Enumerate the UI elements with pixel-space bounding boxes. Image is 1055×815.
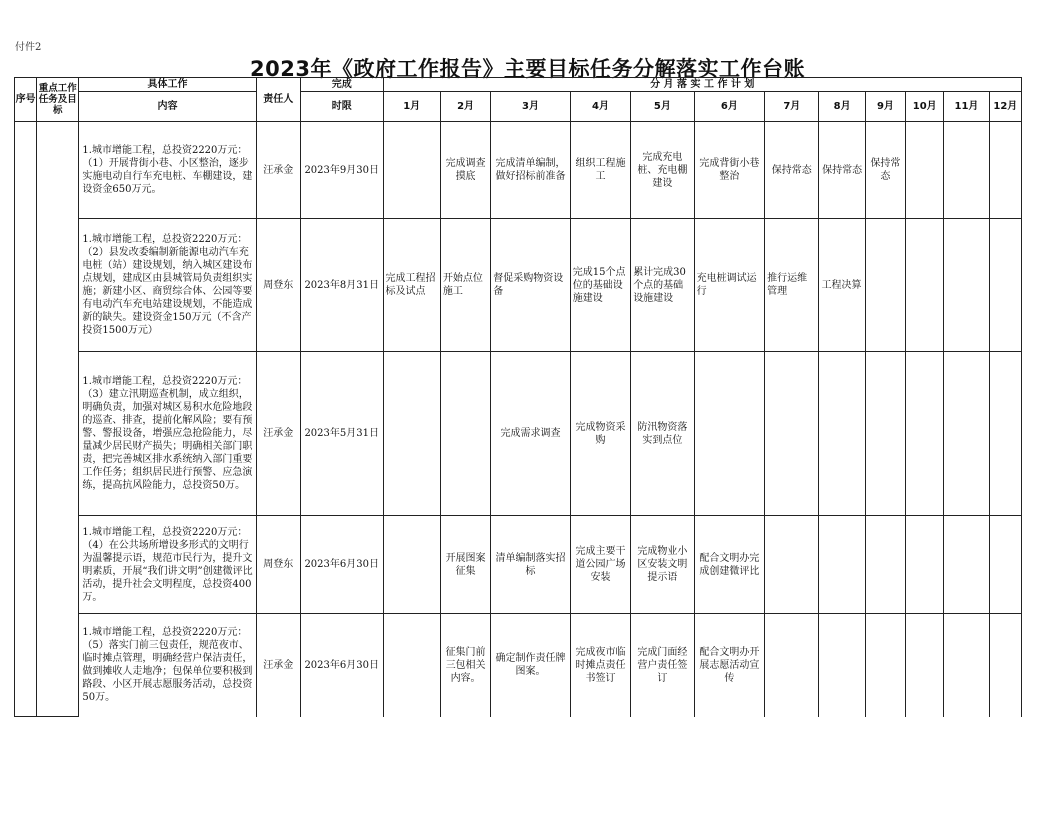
header-month-10: 10月 (906, 92, 944, 122)
month-cell: 督促采购物资设备 (491, 219, 571, 352)
month-cell (944, 122, 989, 219)
month-cell: 完成15个点位的基础设施建设 (570, 219, 630, 352)
month-cell (383, 614, 440, 717)
month-cell: 保持常态 (819, 122, 865, 219)
seq-cell (15, 122, 37, 717)
responsible-cell: 汪承金 (256, 352, 300, 516)
header-content: 内容 (79, 92, 256, 122)
month-cell (865, 516, 905, 614)
month-cell: 推行运维管理 (765, 219, 819, 352)
month-cell: 保持常态 (765, 122, 819, 219)
header-month-12: 12月 (989, 92, 1021, 122)
month-cell (906, 219, 944, 352)
header-month-6: 6月 (694, 92, 764, 122)
month-cell (865, 219, 905, 352)
month-cell: 完成主要干道公园广场安装 (570, 516, 630, 614)
header-month-9: 9月 (865, 92, 905, 122)
table-row (15, 122, 1022, 219)
header-month-4: 4月 (570, 92, 630, 122)
table-row (15, 219, 1022, 352)
header-key-task: 重点工作任务及目标 (37, 78, 79, 122)
header-seq: 序号 (15, 78, 37, 122)
month-cell: 充电桩调试运行 (694, 219, 764, 352)
deadline-cell: 2023年6月30日 (300, 614, 383, 717)
month-cell (765, 352, 819, 516)
month-cell (765, 516, 819, 614)
deadline-cell: 2023年5月31日 (300, 352, 383, 516)
header-specific-work: 具体工作 (79, 78, 256, 92)
content-cell: 1.城市增能工程，总投资2220万元：（2）县发改委编制新能源电动汽车充电桩（站）建设规划，纳入城区建设布点规划，建成区由县城管局负责组织实施；新建小区、商贸综合体、公园等要有电动汽车充电站建设规划，不能造成新的缺失。建设资金150万元（不含产投资1500万元） (79, 219, 256, 352)
month-cell: 完成夜市临时摊点责任书签订 (570, 614, 630, 717)
deadline-cell: 2023年8月31日 (300, 219, 383, 352)
month-cell: 开始点位施工 (440, 219, 490, 352)
month-cell (989, 352, 1021, 516)
month-cell (383, 516, 440, 614)
page-title: 2023年《政府工作报告》主要目标任务分解落实工作台账 (250, 57, 805, 81)
month-cell (906, 122, 944, 219)
month-cell: 工程决算 (819, 219, 865, 352)
responsible-cell: 汪承金 (256, 614, 300, 717)
attachment-label: 付件2 (15, 42, 42, 53)
month-cell: 完成物资采购 (570, 352, 630, 516)
header-monthly-plan: 分 月 落 实 工 作 计 划 (383, 78, 1022, 92)
month-cell (865, 352, 905, 516)
month-cell: 开展图案征集 (440, 516, 490, 614)
responsible-cell: 汪承金 (256, 122, 300, 219)
key-task-cell (37, 122, 79, 717)
month-cell (989, 219, 1021, 352)
content-cell: 1.城市增能工程，总投资2220万元：（5）落实门前三包责任，规范夜市、临时摊点管理，明确经营户保洁责任，做到摊收人走地净；包保单位要积极到路段、小区开展志愿服务活动，总投资50万。 (79, 614, 256, 717)
month-cell (944, 352, 989, 516)
month-cell (819, 516, 865, 614)
month-cell (906, 352, 944, 516)
month-cell (989, 516, 1021, 614)
month-cell (819, 614, 865, 717)
month-cell (944, 516, 989, 614)
month-cell (383, 352, 440, 516)
table-row (15, 516, 1022, 614)
table-row (15, 352, 1022, 516)
month-cell: 配合文明办完成创建微评比 (694, 516, 764, 614)
month-cell: 完成工程招标及试点 (383, 219, 440, 352)
content-cell: 1.城市增能工程，总投资2220万元：（3）建立汛期巡查机制，成立组织，明确负责，加强对城区易积水危险地段的巡查、排查，提前化解风险；要有预警、警报设备，增强应急抢险能力，尽量减少居民财产损失；明确相关部门职责，把完善城区排水系统纳入部门重要工作任务；组织居民进行预警、应急演练，提高抗风险能力，总投资50万。 (79, 352, 256, 516)
header-month-11: 11月 (944, 92, 989, 122)
month-cell (906, 516, 944, 614)
month-cell: 完成调查摸底 (440, 122, 490, 219)
month-cell: 保持常态 (865, 122, 905, 219)
month-cell: 完成物业小区安装文明提示语 (631, 516, 694, 614)
month-cell: 确定制作责任牌图案。 (491, 614, 571, 717)
month-cell (819, 352, 865, 516)
header-month-1: 1月 (383, 92, 440, 122)
content-cell: 1.城市增能工程，总投资2220万元：（4）在公共场所增设多形式的文明行为温馨提示语，规范市民行为，提升文明素质，开展“我们讲文明”创建微评比活动，提升社会文明程度，总投资400万。 (79, 516, 256, 614)
month-cell (440, 352, 490, 516)
month-cell: 累计完成30个点的基础设施建设 (631, 219, 694, 352)
month-cell (989, 122, 1021, 219)
responsible-cell: 周登东 (256, 219, 300, 352)
month-cell: 完成充电桩、充电棚建设 (631, 122, 694, 219)
month-cell (694, 352, 764, 516)
ledger-table (14, 77, 1022, 717)
month-cell (865, 614, 905, 717)
responsible-cell: 周登东 (256, 516, 300, 614)
table-row (15, 614, 1022, 717)
month-cell (944, 614, 989, 717)
header-complete: 完成 (300, 78, 383, 92)
header-month-5: 5月 (631, 92, 694, 122)
month-cell (906, 614, 944, 717)
header-deadline: 时限 (300, 92, 383, 122)
month-cell: 完成清单编制，做好招标前准备 (491, 122, 571, 219)
deadline-cell: 2023年6月30日 (300, 516, 383, 614)
month-cell (765, 614, 819, 717)
header-month-2: 2月 (440, 92, 490, 122)
month-cell: 组织工程施工 (570, 122, 630, 219)
month-cell: 完成门面经营户责任签订 (631, 614, 694, 717)
month-cell: 清单编制落实招标 (491, 516, 571, 614)
header-month-8: 8月 (819, 92, 865, 122)
month-cell: 配合文明办开展志愿活动宣传 (694, 614, 764, 717)
month-cell: 完成背街小巷整治 (694, 122, 764, 219)
month-cell (383, 122, 440, 219)
month-cell: 防汛物资落实到点位 (631, 352, 694, 516)
content-cell: 1.城市增能工程，总投资2220万元：（1）开展背街小巷、小区整治，逐步实施电动自行车充电桩、车棚建设，建设资金650万元。 (79, 122, 256, 219)
header-responsible: 责任人 (256, 78, 300, 122)
month-cell: 完成需求调查 (491, 352, 571, 516)
month-cell (989, 614, 1021, 717)
header-month-3: 3月 (491, 92, 571, 122)
month-cell (944, 219, 989, 352)
month-cell: 征集门前三包相关内容。 (440, 614, 490, 717)
header-month-7: 7月 (765, 92, 819, 122)
deadline-cell: 2023年9月30日 (300, 122, 383, 219)
